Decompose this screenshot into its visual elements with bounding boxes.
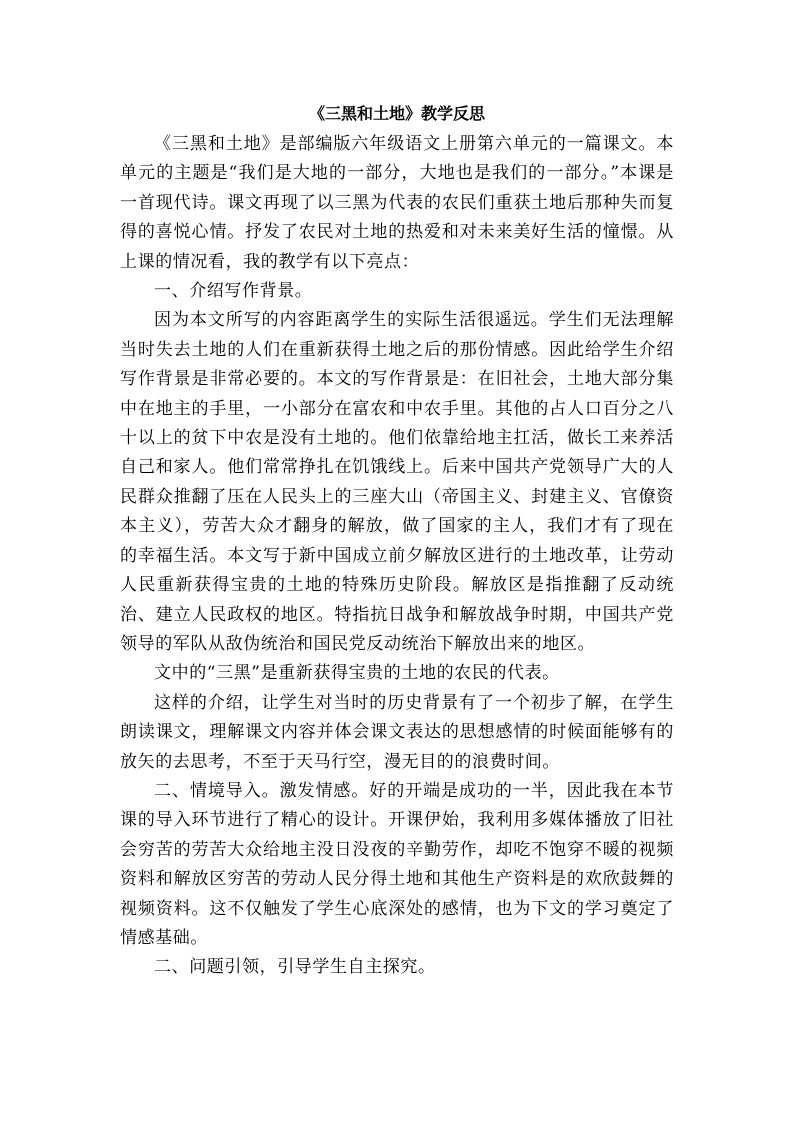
paragraph-sanhei: 文中的“三黑”是重新获得宝贵的土地的农民的代表。 [154, 663, 560, 684]
document-title: 《三黑和土地》教学反思 [308, 104, 485, 123]
paragraph-heading-background: 一、介绍写作背景。 [154, 281, 313, 302]
paragraph-background: 因为本文所写的内容距离学生的实际生活很遥远。学生们无法理解当时失去土地的人们在重新获得土地之后的那份情感。因此给学生介绍写作背景是非常必要的。本文的写作背景是：在旧社会，土地大部分集中在地主的手里，一小部分在富农和中农手里。其他的占人口百分之八十以上的贫下中农是没有土地的。他们依靠给地主扛活，做长工来养活自己和家人。他们常常挣扎在饥饿线上。后来中国共产党领导广大的人民群众推翻了压在人民头上的三座大山（帝国主义、封建主义、官僚资本主义），劳苦大众才翻身的解放，做了国家的主人，我们才有了现在的幸福生活。本文写于新中国成立前夕解放区进行的土地改革，让劳动人民重新获得宝贵的土地的特殊历史阶段。解放区是指推翻了反动统治、建立人民政权的地区。特指抗日战争和解放战争时期，中国共产党领导的军队从敌伪统治和国民党反动统治下解放出来的地区。 [120, 310, 674, 654]
paragraph-intro: 《三黑和土地》是部编版六年级语文上册第六单元的一篇课文。本单元的主题是“我们是大地的一部分，大地也是我们的一部分。”本课是一首现代诗。课文再现了以三黑为代表的农民们重获土地后那种失而复得的喜悦心情。抒发了农民对土地的热爱和对未来美好生活的憧憬。从上课的情况看，我的教学有以下亮点： [120, 134, 674, 272]
paragraph-effect: 这样的介绍，让学生对当时的历史背景有了一个初步了解，在学生朗读课文，理解课文内容并体会课文表达的思想感情的时候面能够有的放矢的去思考，不至于天马行空，漫无目的的浪费时间。 [120, 692, 674, 772]
paragraph-situation-intro: 二、情境导入。激发情感。好的开端是成功的一半，因此我在本节课的导入环节进行了精心的设计。开课伊始，我利用多媒体播放了旧社会穷苦的劳苦大众给地主没日没夜的辛勤劳作，却吃不饱穿不暖的视频资料和解放区穷苦的劳动人民分得土地和其他生产资料是的欢欣鼓舞的视频资料。这不仅触发了学生心底深处的感情，也为下文的学习奠定了情感基础。 [120, 780, 674, 948]
document-page [120, 98, 674, 983]
paragraph-heading-questions: 二、问题引领，引导学生自主探究。 [154, 957, 436, 978]
